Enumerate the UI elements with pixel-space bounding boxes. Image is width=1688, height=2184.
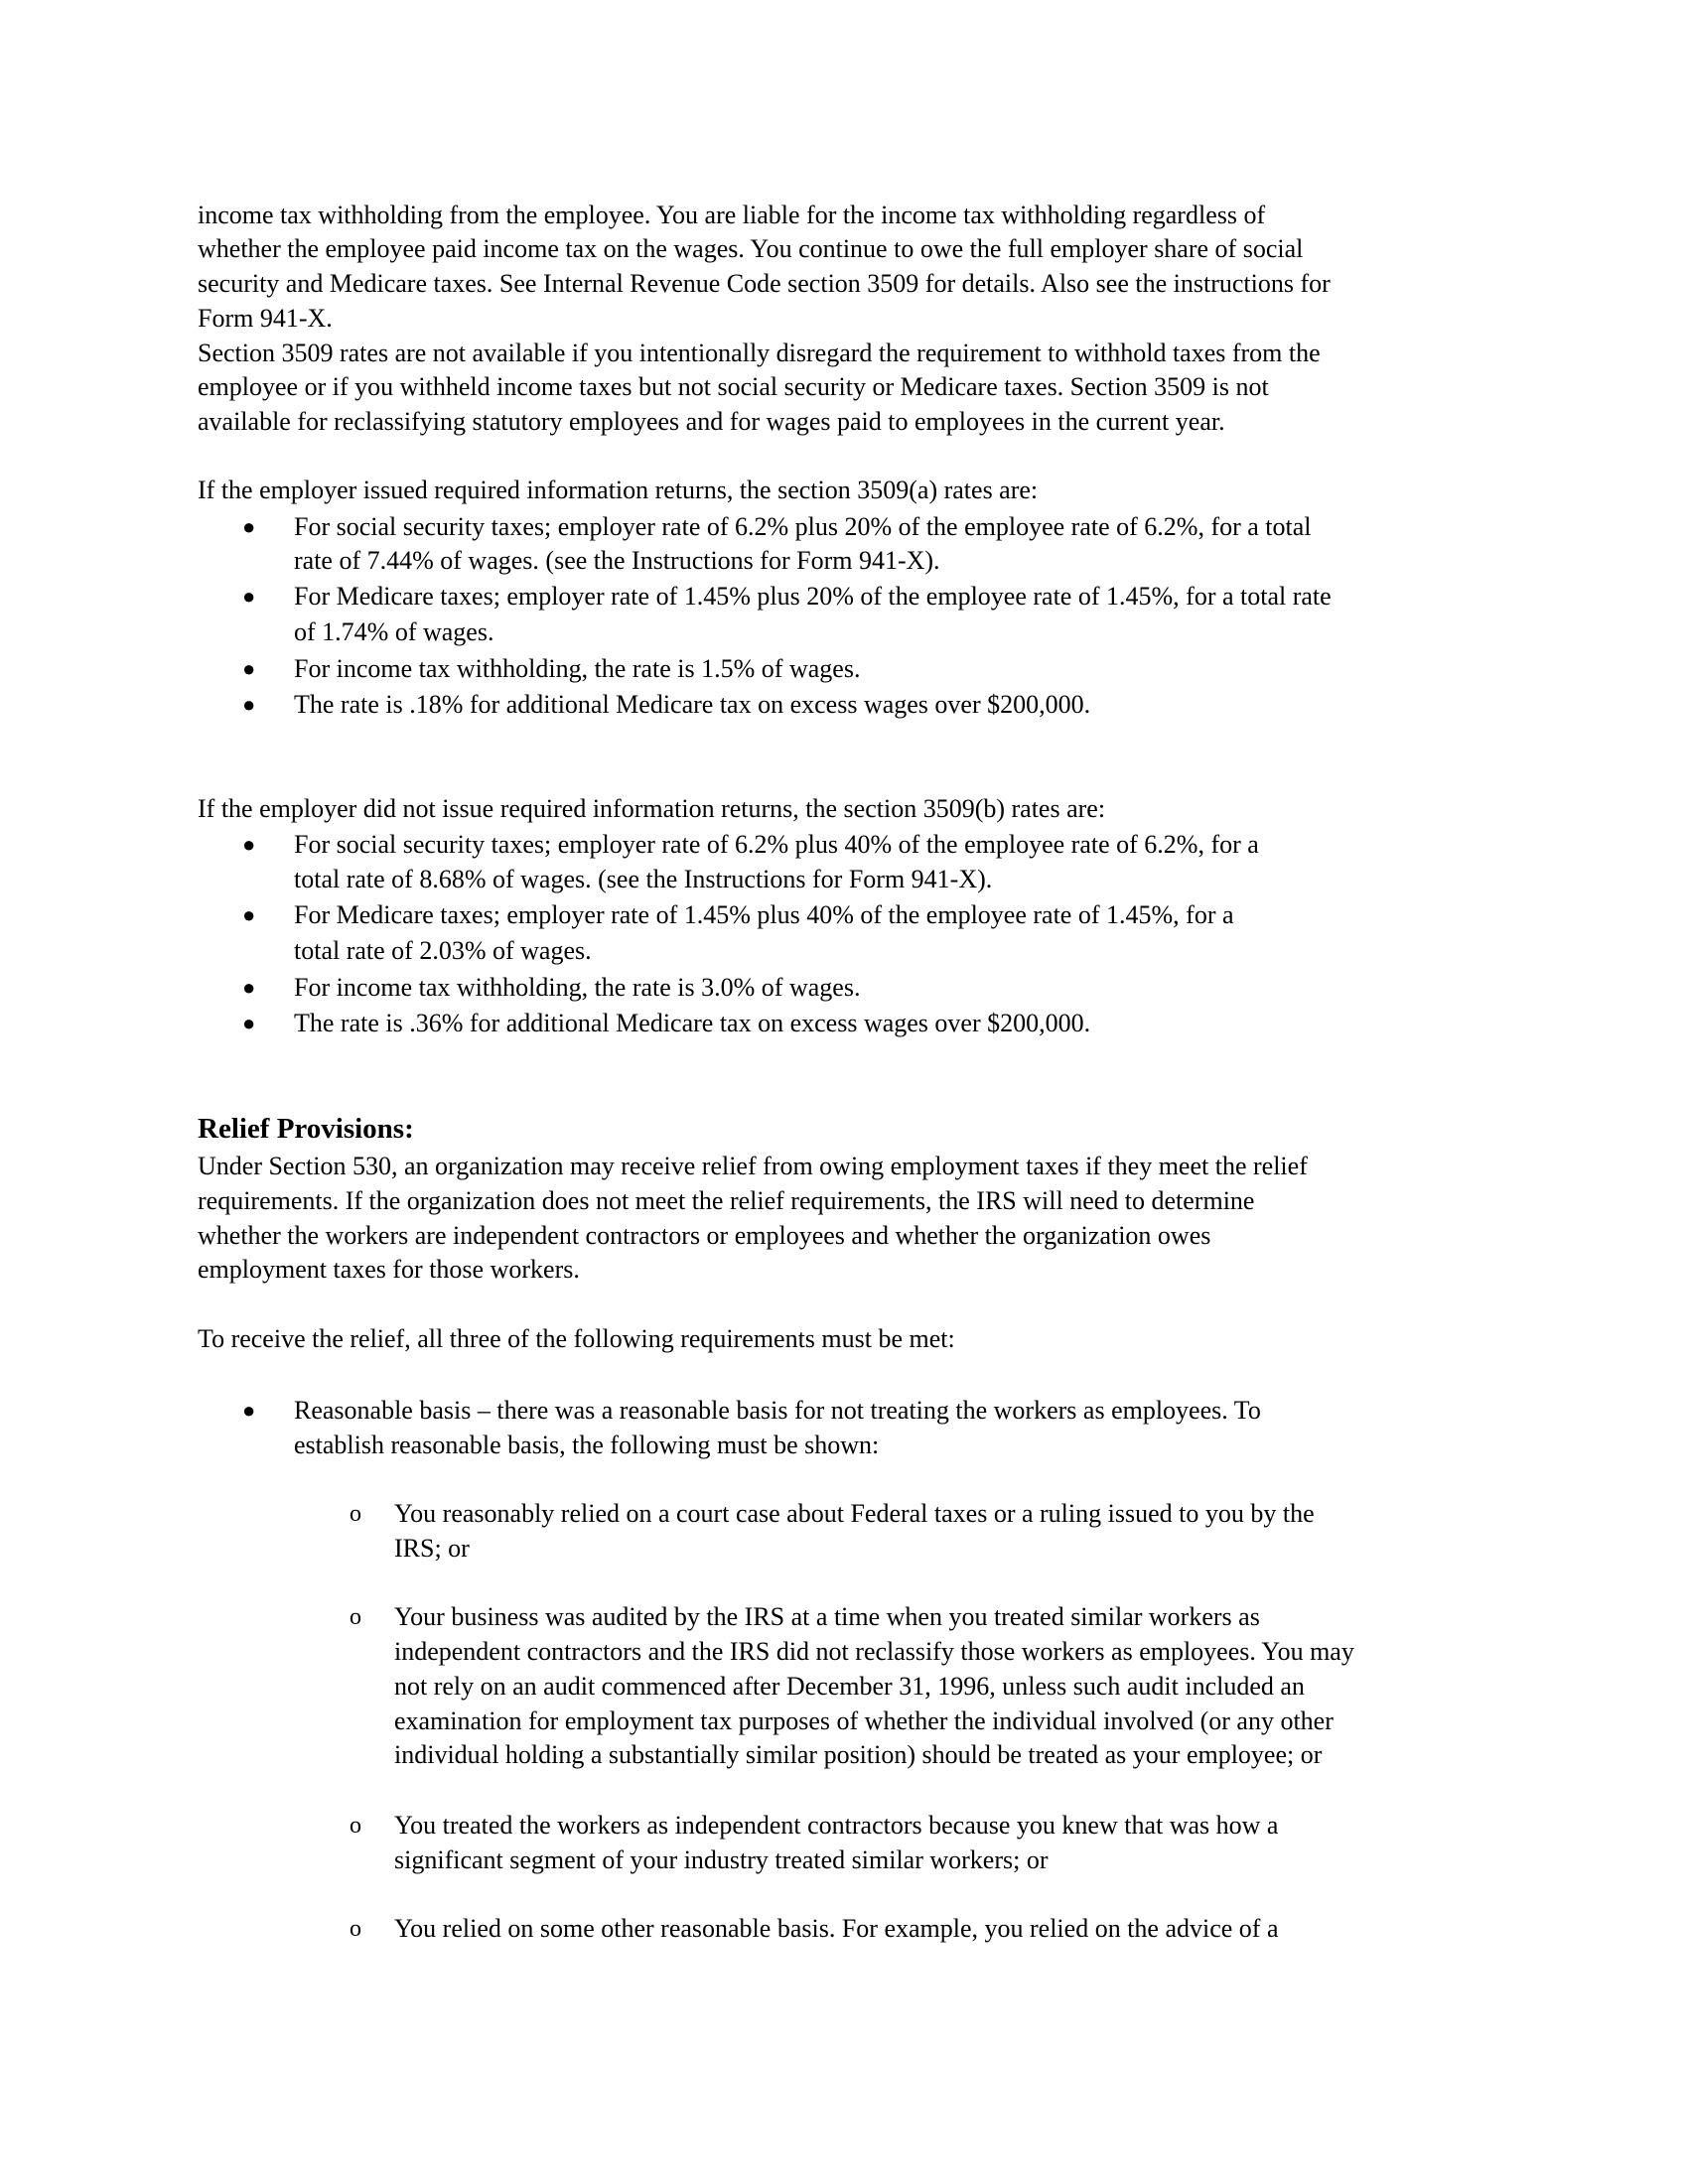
- sub-list-item: not rely on an audit commenced after December 31, 1996, unless such audit included an: [394, 1672, 1305, 1701]
- bullet-icon: ●: [242, 692, 256, 717]
- relief-lead: To receive the relief, all three of the following requirements must be met:: [198, 1324, 955, 1353]
- circle-bullet-icon: o: [350, 1501, 361, 1527]
- sub-list-item: examination for employment tax purposes of whether the individual involved (or any other: [394, 1706, 1334, 1735]
- text-line: Section 3509 rates are not available if you intentionally disregard the requirement to withhold taxes from the: [198, 339, 1321, 367]
- sub-list-item: You treated the workers as independent contractors because you knew that was how a: [394, 1811, 1279, 1840]
- sub-list-item: significant segment of your industry treated similar workers; or: [394, 1845, 1049, 1874]
- text-line: Form 941-X.: [198, 304, 333, 333]
- list-item: For Medicare taxes; employer rate of 1.45% plus 20% of the employee rate of 1.45%, for a total rate: [294, 582, 1332, 611]
- text-line: security and Medicare taxes. See Internal Revenue Code section 3509 for details. Also see the instructions for: [198, 269, 1331, 298]
- text-line: Under Section 530, an organization may receive relief from owing employment taxes if they meet the relief: [198, 1152, 1308, 1180]
- bullet-icon: ●: [242, 584, 256, 609]
- text-line: whether the employee paid income tax on the wages. You continue to owe the full employer share of social: [198, 234, 1304, 263]
- text-line: employment taxes for those workers.: [198, 1255, 580, 1284]
- list-item: For social security taxes; employer rate of 6.2% plus 20% of the employee rate of 6.2%, for a total: [294, 512, 1312, 541]
- sub-list-item: independent contractors and the IRS did not reclassify those workers as employees. You may: [394, 1637, 1354, 1666]
- circle-bullet-icon: o: [350, 1604, 361, 1630]
- list-item: total rate of 2.03% of wages.: [294, 936, 592, 965]
- bullet-icon: ●: [242, 975, 256, 1000]
- bullet-icon: ●: [242, 1011, 256, 1035]
- list-item: For social security taxes; employer rate of 6.2% plus 40% of the employee rate of 6.2%, for a: [294, 830, 1259, 859]
- sub-list-item: You reasonably relied on a court case about Federal taxes or a ruling issued to you by the: [394, 1499, 1315, 1528]
- rates-a-lead: If the employer issued required information returns, the section 3509(a) rates are:: [198, 476, 1039, 504]
- list-item: The rate is .36% for additional Medicare tax on excess wages over $200,000.: [294, 1009, 1091, 1037]
- list-item: establish reasonable basis, the following must be shown:: [294, 1431, 880, 1459]
- sub-list-item: You relied on some other reasonable basis. For example, you relied on the advice of a: [394, 1914, 1279, 1943]
- bullet-icon: ●: [242, 514, 256, 539]
- circle-bullet-icon: o: [350, 1813, 361, 1839]
- sub-list-item: individual holding a substantially similar position) should be treated as your employee; or: [394, 1740, 1323, 1769]
- sub-list-item: Your business was audited by the IRS at a time when you treated similar workers as: [394, 1602, 1260, 1631]
- list-item: For income tax withholding, the rate is 1.5% of wages.: [294, 654, 861, 683]
- text-line: employee or if you withheld income taxes but not social security or Medicare taxes. Section 3509 is not: [198, 372, 1269, 401]
- bullet-icon: ●: [242, 832, 256, 857]
- bullet-icon: ●: [242, 1398, 256, 1423]
- text-line: requirements. If the organization does not meet the relief requirements, the IRS will need to determine: [198, 1186, 1255, 1215]
- list-item: rate of 7.44% of wages. (see the Instructions for Form 941-X).: [294, 546, 940, 575]
- text-line: whether the workers are independent contractors or employees and whether the organization owes: [198, 1221, 1211, 1250]
- text-line: available for reclassifying statutory employees and for wages paid to employees in the current year.: [198, 407, 1225, 436]
- list-item: of 1.74% of wages.: [294, 617, 494, 646]
- section-heading: Relief Provisions:: [198, 1113, 414, 1145]
- sub-list-item: IRS; or: [394, 1534, 470, 1563]
- list-item: For income tax withholding, the rate is 3.0% of wages.: [294, 973, 861, 1002]
- circle-bullet-icon: o: [350, 1916, 361, 1942]
- bullet-icon: ●: [242, 656, 256, 681]
- rates-b-lead: If the employer did not issue required information returns, the section 3509(b) rates are:: [198, 794, 1106, 823]
- list-item: total rate of 8.68% of wages. (see the Instructions for Form 941-X).: [294, 865, 993, 893]
- text-line: income tax withholding from the employee. You are liable for the income tax withholding regardless of: [198, 201, 1266, 229]
- list-item: The rate is .18% for additional Medicare tax on excess wages over $200,000.: [294, 690, 1091, 719]
- list-item: Reasonable basis – there was a reasonable basis for not treating the workers as employees. To: [294, 1396, 1261, 1425]
- bullet-icon: ●: [242, 902, 256, 927]
- list-item: For Medicare taxes; employer rate of 1.45% plus 40% of the employee rate of 1.45%, for a: [294, 900, 1234, 929]
